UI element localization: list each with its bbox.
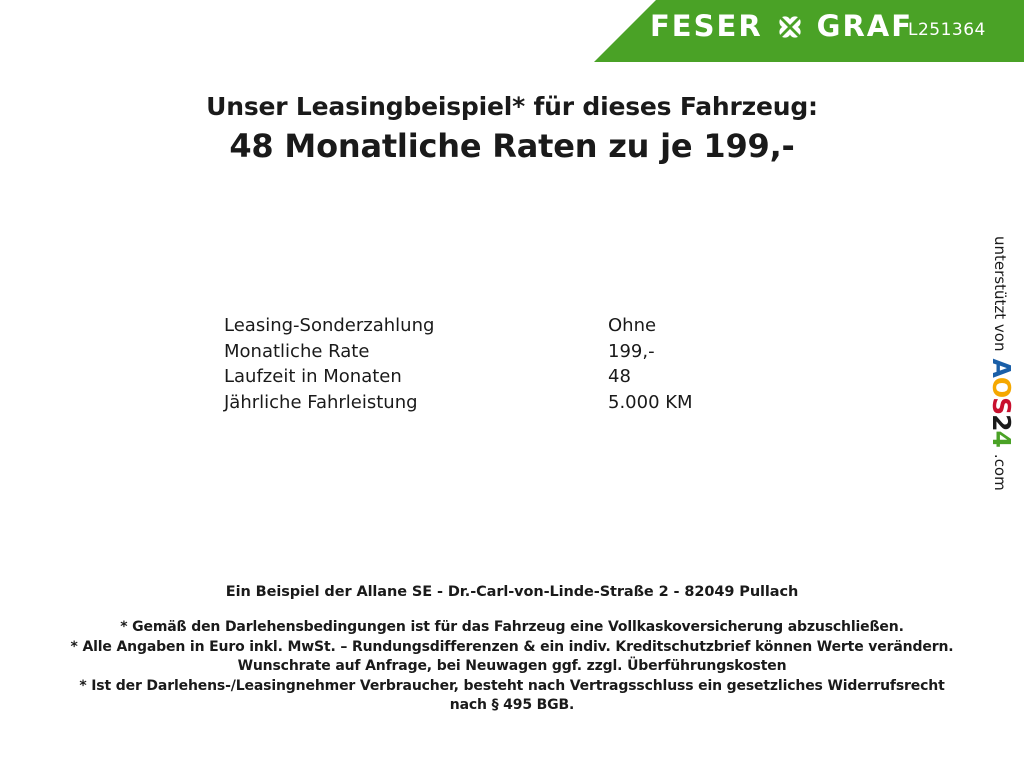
detail-value: 5.000 KM xyxy=(608,391,693,413)
aos-letter-s: S xyxy=(987,397,1016,415)
table-row xyxy=(224,364,824,390)
brand-logo xyxy=(650,9,913,43)
footer-company-line: Ein Beispiel der Allane SE - Dr.-Carl-von-Linde-Straße 2 - 82049 Pullach xyxy=(225,584,799,600)
detail-label: Laufzeit in Monaten xyxy=(224,366,402,387)
supported-by-label: unterstützt von xyxy=(991,236,1009,352)
page-footer xyxy=(0,584,1024,716)
brand-name-second: GRAF xyxy=(816,9,914,43)
detail-label: Monatliche Rate xyxy=(224,340,370,362)
detail-value: Ohne xyxy=(608,315,657,336)
detail-value: 48 xyxy=(608,366,631,387)
supported-by-content xyxy=(987,236,1018,491)
brand-name-first: FESER xyxy=(650,9,763,43)
aos24-logo xyxy=(987,358,1016,446)
aos-letter-a: A xyxy=(987,358,1016,377)
footer-note: nach § 495 BGB. xyxy=(449,697,575,713)
footer-note: Wunschrate auf Anfrage, bei Neuwagen ggf. zzgl. Überführungskosten xyxy=(237,658,787,674)
detail-label: Jährliche Fahrleistung xyxy=(224,391,418,413)
page-header xyxy=(0,0,1024,62)
page-title: 48 Monatliche Raten zu je 199,- xyxy=(229,127,795,165)
footer-note: * Alle Angaben in Euro inkl. MwSt. – Rundungsdifferenzen & ein indiv. Kreditschutzbrief können Werte verändern. xyxy=(70,638,954,655)
table-row xyxy=(224,390,824,416)
supported-by-sidebar xyxy=(987,236,1020,556)
footer-note: * Ist der Darlehens-/Leasingnehmer Verbraucher, besteht nach Vertragsschluss ein gesetzliches Widerrufsrecht xyxy=(79,677,945,694)
aos-digit-2: 2 xyxy=(987,414,1016,431)
page-subtitle: Unser Leasingbeispiel* für dieses Fahrzeug: xyxy=(206,92,818,121)
aos24-domain-suffix: .com xyxy=(991,453,1009,491)
table-row xyxy=(224,313,824,339)
title-block xyxy=(0,92,1024,165)
aos-digit-4: 4 xyxy=(987,430,1016,447)
detail-value: 199,- xyxy=(608,340,655,362)
footer-note: * Gemäß den Darlehensbedingungen ist für das Fahrzeug eine Vollkaskoversicherung abzuschließen. xyxy=(120,619,904,635)
table-row xyxy=(224,339,824,365)
footer-notes xyxy=(0,618,1024,716)
clover-icon xyxy=(775,12,805,42)
aos-letter-o: O xyxy=(987,376,1016,398)
detail-label: Leasing-Sonderzahlung xyxy=(224,315,435,336)
vehicle-id: L251364 xyxy=(908,20,986,40)
leasing-details-table xyxy=(224,313,824,415)
